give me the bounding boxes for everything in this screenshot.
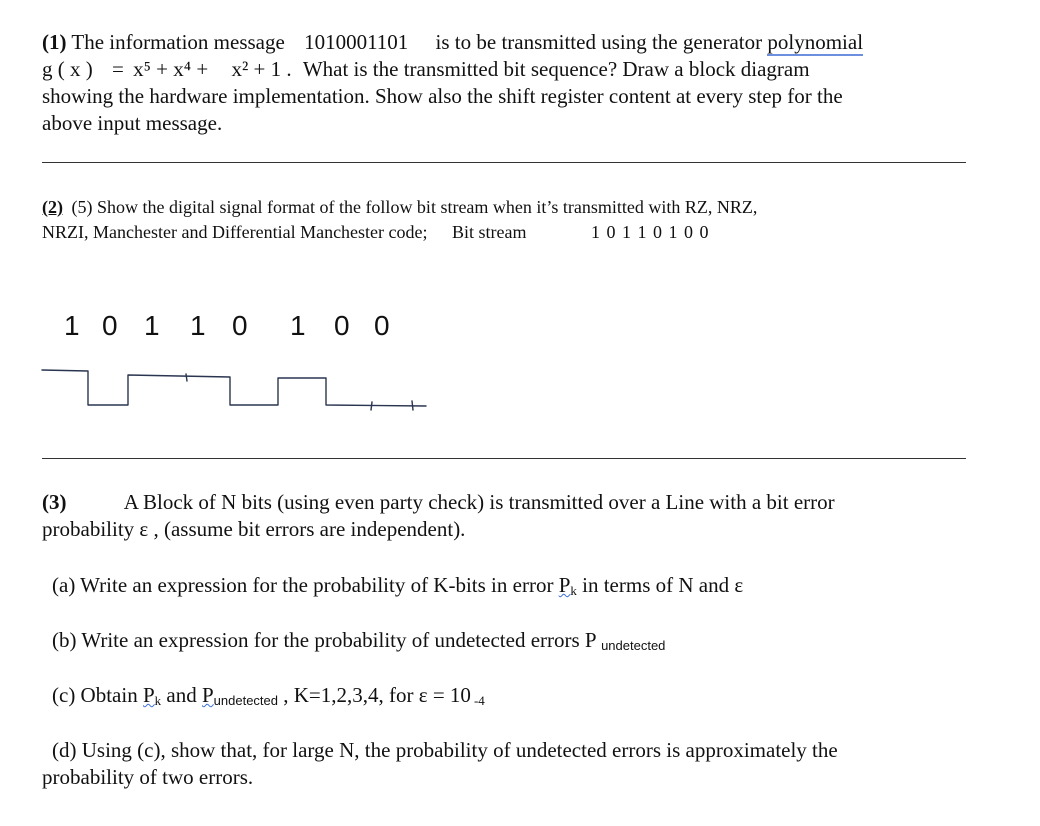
q3-a-pk	[559, 573, 577, 597]
q3-text-1: A Block of N bits (using even party check) is transmitted over a Line with a bit error	[123, 490, 835, 514]
q3-c-and: and	[161, 683, 202, 707]
q3-part-a	[52, 572, 743, 604]
q3-b-text: (b) Write an expression for the probability of undetected errors P	[52, 628, 596, 652]
q3-part-c	[52, 682, 485, 714]
q1-generator-lhs: g ( x )	[42, 57, 93, 81]
hand-bit: 1	[144, 310, 161, 341]
q3-c-post: , K=1,2,3,4, for ε = 10	[278, 683, 471, 707]
q3-a-text: (a) Write an expression for the probability of K-bits in error	[52, 573, 554, 597]
q1-text-1: The information message	[71, 30, 285, 54]
q1-generator-rhs: x⁵ + x⁴ +	[133, 57, 209, 81]
q1-line-3: showing the hardware implementation. Show also the shift register content at every step for the	[42, 84, 843, 108]
q2-number: (2)	[42, 197, 63, 217]
q3-c-pu-sub: undetected	[213, 693, 279, 708]
q1-text-3: What is the transmitted bit sequence? Draw a block diagram	[302, 57, 810, 81]
q2-text-1: (5) Show the digital signal format of the follow bit stream when it’s transmitted with RZ, NRZ,	[71, 197, 758, 217]
q3-c-pre: (c) Obtain	[52, 683, 143, 707]
hand-bit: 1	[190, 310, 207, 341]
q3-part-b	[52, 627, 665, 659]
hand-bit: 1	[64, 310, 81, 341]
q3-c-pundetected	[202, 683, 278, 707]
q3-line-2: probability ε , (assume bit errors are independent).	[42, 517, 466, 541]
q3-a-post: in terms of N and ε	[576, 573, 744, 597]
q2-bitstream: 1 0 1 1 0 1 0 0	[591, 222, 710, 242]
q3-a-k: k	[570, 583, 577, 598]
divider-2	[42, 458, 966, 459]
hand-bit: 0	[102, 310, 119, 341]
q1-message: 1010001101	[304, 30, 409, 54]
q1-text-2: is to be transmitted using the generator	[435, 30, 763, 54]
q3-c-pk	[143, 683, 161, 707]
q1-number: (1)	[42, 30, 67, 54]
q1-text-polynomial: polynomial	[767, 30, 864, 54]
q3-c-p: P	[142, 683, 155, 707]
q3-b-sub: undetected	[601, 638, 666, 653]
hand-bit: 1	[290, 310, 307, 341]
q1-generator-eq: =	[112, 57, 124, 81]
q3-line-1	[42, 489, 835, 515]
q3-c-exp: -4	[473, 693, 485, 708]
q2-bitstream-label: Bit stream	[452, 222, 527, 242]
hand-bit: 0	[232, 310, 249, 341]
q3-part-d-line-2: probability of two errors.	[42, 765, 254, 789]
q1-generator-rhs-2: x² + 1 .	[231, 57, 292, 81]
hand-bit: 0	[374, 310, 391, 341]
q3-c-pu: P	[201, 683, 214, 707]
q3-part-d-line-1: (d) Using (c), show that, for large N, the probability of undetected errors is approximately the	[52, 738, 838, 762]
q3-a-p: P	[558, 573, 571, 597]
hand-bit: 0	[334, 310, 351, 341]
q3-number: (3)	[42, 490, 67, 514]
q3-c-k: k	[154, 693, 162, 708]
q1-line-4: above input message.	[42, 111, 223, 135]
q2-text-2: NRZI, Manchester and Differential Manchester code;	[42, 222, 428, 242]
